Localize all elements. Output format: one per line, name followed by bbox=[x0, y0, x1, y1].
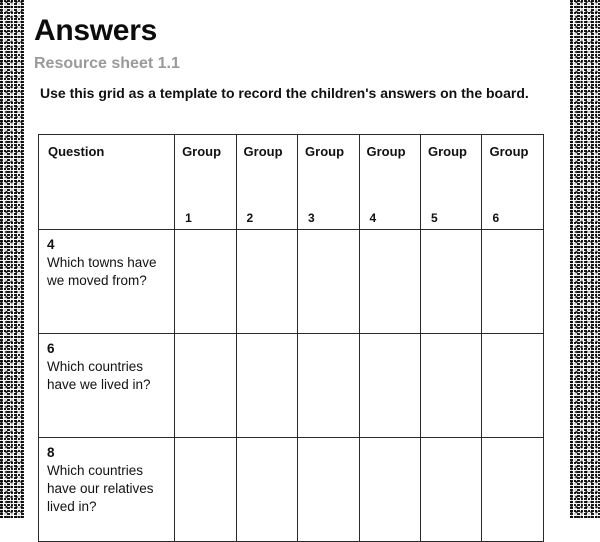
group-number: 3 bbox=[308, 211, 315, 225]
question-cell bbox=[39, 334, 175, 438]
group-label: Group bbox=[489, 144, 529, 159]
group-number: 4 bbox=[369, 211, 377, 225]
question-number: 8 bbox=[47, 445, 55, 460]
group-label: Group bbox=[428, 144, 467, 159]
answer-cell[interactable] bbox=[421, 334, 482, 438]
group-header-6 bbox=[482, 135, 544, 230]
question-number: 4 bbox=[47, 237, 55, 252]
group-number: 5 bbox=[431, 211, 438, 225]
question-header: Question bbox=[39, 135, 175, 230]
group-label: Group bbox=[305, 144, 345, 159]
group-label: Group bbox=[243, 144, 283, 159]
group-header-2 bbox=[236, 135, 297, 230]
question-text: Which towns have we moved from? bbox=[47, 255, 157, 288]
answer-cell[interactable] bbox=[359, 438, 420, 542]
answer-cell[interactable] bbox=[175, 230, 236, 334]
group-header-1 bbox=[175, 135, 236, 230]
answer-cell[interactable] bbox=[482, 230, 544, 334]
table-row bbox=[39, 438, 544, 542]
answer-cell[interactable] bbox=[421, 438, 482, 542]
table-row bbox=[39, 334, 544, 438]
left-decorative-border bbox=[0, 0, 24, 518]
answer-cell[interactable] bbox=[236, 438, 297, 542]
group-header-3 bbox=[298, 135, 359, 230]
question-cell bbox=[39, 230, 175, 334]
answer-cell[interactable] bbox=[482, 334, 544, 438]
group-number: 1 bbox=[185, 211, 192, 225]
group-number: 6 bbox=[492, 211, 500, 225]
resource-sheet-label: Resource sheet 1.1 bbox=[34, 55, 180, 72]
header-row bbox=[39, 135, 544, 230]
question-text: Which countries have our relatives lived in? bbox=[47, 463, 154, 514]
question-cell bbox=[39, 438, 175, 542]
answer-cell[interactable] bbox=[298, 230, 359, 334]
answer-cell[interactable] bbox=[175, 438, 236, 542]
answer-cell[interactable] bbox=[359, 230, 420, 334]
group-header-4 bbox=[359, 135, 420, 230]
group-header-5 bbox=[421, 135, 482, 230]
answer-cell[interactable] bbox=[298, 438, 359, 542]
answers-grid bbox=[38, 134, 544, 542]
right-decorative-border bbox=[570, 0, 600, 518]
answer-cell[interactable] bbox=[359, 334, 420, 438]
answer-cell[interactable] bbox=[298, 334, 359, 438]
answer-cell[interactable] bbox=[421, 230, 482, 334]
group-label: Group bbox=[182, 144, 222, 159]
group-number: 2 bbox=[246, 211, 254, 225]
instruction-text: Use this grid as a template to record the children's answers on the board. bbox=[40, 85, 529, 101]
group-label: Group bbox=[366, 144, 406, 159]
answer-cell[interactable] bbox=[236, 230, 297, 334]
question-number: 6 bbox=[47, 341, 55, 356]
answer-cell[interactable] bbox=[482, 438, 544, 542]
table-row bbox=[39, 230, 544, 334]
answer-cell[interactable] bbox=[175, 334, 236, 438]
question-text: Which countries have we lived in? bbox=[47, 359, 151, 392]
page-title: Answers bbox=[34, 14, 157, 47]
answer-cell[interactable] bbox=[236, 334, 297, 438]
